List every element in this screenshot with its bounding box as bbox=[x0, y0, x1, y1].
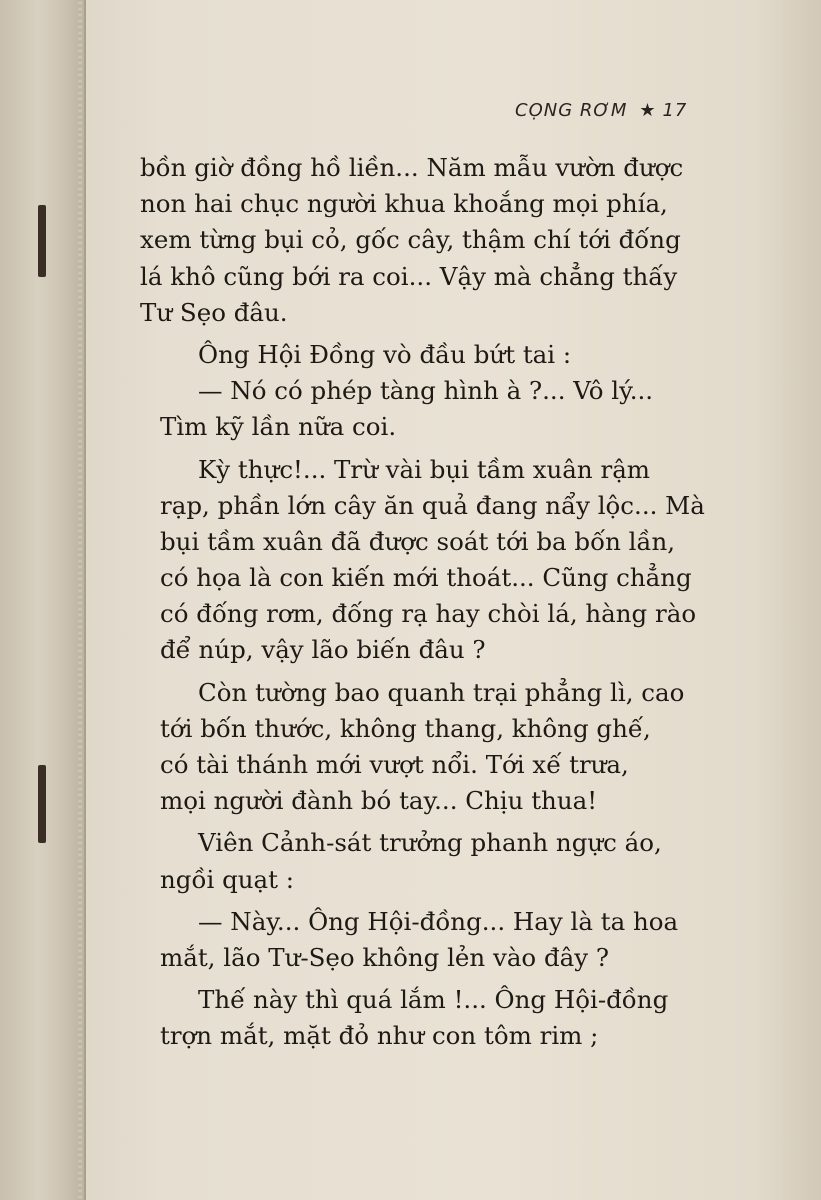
staple-top bbox=[38, 205, 46, 277]
text-line: non hai chục người khua khoắng mọi phía, bbox=[140, 189, 668, 219]
spine-edge bbox=[78, 0, 82, 1200]
text-line: để núp, vậy lão biến đâu ? bbox=[160, 635, 486, 665]
staple-bottom bbox=[38, 765, 46, 843]
text-line: — Này... Ông Hội-đồng... Hay là ta hoa bbox=[198, 906, 679, 936]
text-line: xem từng bụi cỏ, gốc cây, thậm chí tới đống bbox=[140, 225, 681, 255]
text-line: lá khô cũng bới ra coi... Vậy mà chẳng thấy bbox=[140, 261, 678, 291]
header-title: CỌNG RƠM bbox=[515, 100, 628, 121]
star-icon: ★ bbox=[639, 100, 657, 121]
text-line: có đống rơm, đống rạ hay chòi lá, hàng rào bbox=[160, 599, 697, 629]
text-line: mọi người đành bó tay... Chịu thua! bbox=[160, 786, 598, 816]
text-line: Viên Cảnh-sát trưởng phanh ngực áo, bbox=[198, 828, 662, 858]
text-line: trợn mắt, mặt đỏ như con tôm rim ; bbox=[160, 1021, 599, 1051]
text-line: Ông Hội Đồng vò đầu bứt tai : bbox=[198, 339, 572, 369]
text-line: bồn giờ đồng hồ liền... Năm mẫu vườn được bbox=[140, 153, 684, 182]
text-line: Tìm kỹ lần nữa coi. bbox=[160, 412, 397, 442]
page-spine bbox=[0, 0, 86, 1200]
text-line: — Nó có phép tàng hình à ?... Vô lý... bbox=[198, 376, 654, 406]
text-line: rạp, phần lớn cây ăn quả đang nẩy lộc... Mà bbox=[160, 490, 705, 520]
page-number: 17 bbox=[662, 100, 688, 121]
text-line: ngồi quạt : bbox=[160, 864, 295, 894]
text-line: Thế này thì quá lắm !... Ông Hội-đồng bbox=[198, 985, 669, 1015]
text-line: mắt, lão Tư-Sẹo không lẻn vào đây ? bbox=[160, 942, 610, 972]
text-line: có tài thánh mới vượt nổi. Tới xế trưa, bbox=[160, 750, 629, 779]
text-line: Kỳ thực!... Trừ vài bụi tầm xuân rậm bbox=[198, 454, 651, 484]
body-text bbox=[140, 150, 740, 1055]
running-header bbox=[515, 100, 687, 121]
text-line: bụi tầm xuân đã được soát tới ba bốn lần, bbox=[160, 526, 676, 556]
text-line: tới bốn thước, không thang, không ghế, bbox=[160, 713, 651, 743]
text-line: có họa là con kiến mới thoát... Cũng chẳng bbox=[160, 563, 692, 593]
text-line: Còn tường bao quanh trại phẳng lì, cao bbox=[198, 677, 685, 707]
text-line: Tư Sẹo đâu. bbox=[140, 297, 288, 327]
